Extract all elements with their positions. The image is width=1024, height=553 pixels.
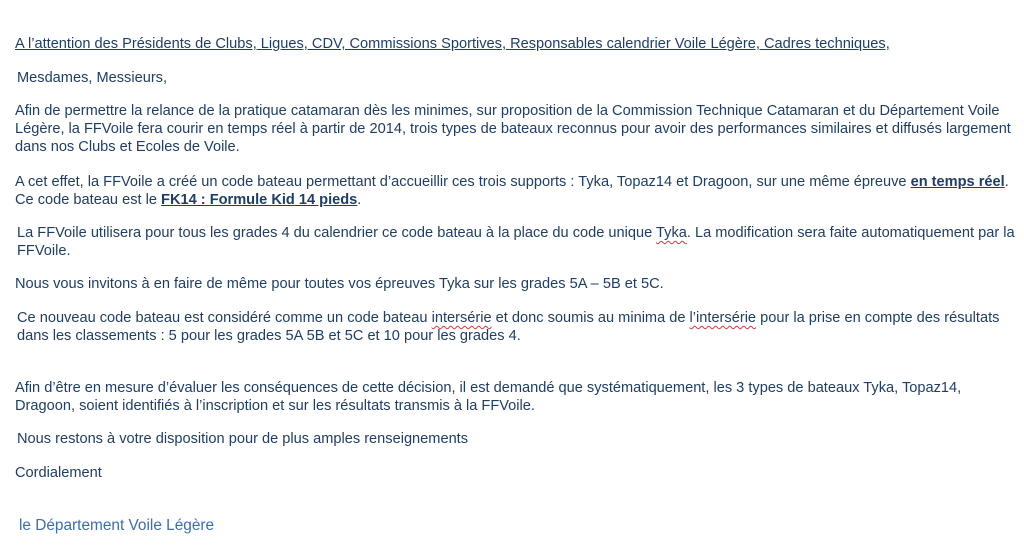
paragraph-boat-code — [15, 173, 1015, 209]
spellcheck-flagged-word[interactable]: Tyka — [656, 225, 687, 241]
paragraph-invitation: Nous vous invitons à en faire de même pour toutes vos épreuves Tyka sur les grades 5A – 5B et 5C. — [15, 276, 664, 292]
paragraph-grade4-text-a: La FFVoile utilisera pour tous les grades 4 du calendrier ce code bateau à la place du code unique — [17, 225, 657, 241]
paragraph-grade4 — [17, 224, 1017, 260]
spellcheck-flagged-word[interactable]: intersérie — [431, 310, 492, 326]
paragraph-boat-code-text-a: A cet effet, la FFVoile a créé un code bateau permettant d’accueillir ces trois supports : Tyka, Topaz14 et Dragoon, sur une même épreuve — [15, 174, 911, 190]
paragraph-interseries-text-b: et donc soumis au minima de — [491, 310, 690, 326]
link-fk14-code[interactable]: FK14 : Formule Kid 14 pieds — [161, 192, 358, 208]
paragraph-interseries-text-c: pour la prise en compte des résultats dans les classements : 5 pour les grades 5A 5B et 5C et 10 pour les grades 4. — [17, 310, 1000, 344]
spellcheck-flagged-word[interactable]: l’intersérie — [689, 310, 757, 326]
paragraph-boat-code-text-c: . — [357, 192, 362, 208]
recipients-heading: A l’attention des Présidents de Clubs, Ligues, CDV, Commissions Sportives, Responsables calendrier Voile Légère, Cadres techniques, — [15, 36, 890, 52]
closing-availability: Nous restons à votre disposition pour de plus amples renseignements — [17, 431, 469, 447]
closing-regards: Cordialement — [15, 465, 102, 481]
paragraph-grade4-text-b: . La modification sera faite automatiquement par la FFVoile. — [17, 225, 1015, 259]
greeting: Mesdames, Messieurs, — [17, 70, 168, 86]
paragraph-interseries — [17, 309, 1017, 345]
paragraph-intro: Afin de permettre la relance de la pratique catamaran dès les minimes, sur proposition de la Commission Technique Catamaran et du Département Voile Légère, la FFVoile fera courir en temps réel à partir de 2014, trois types de bateaux reconnus pour avoir des performances similaires et diffusés largement dans nos Clubs et Ecoles de Voile. — [15, 103, 1011, 155]
paragraph-boat-code-text-b: . Ce code bateau est le — [15, 174, 1009, 208]
signature: le Département Voile Légère — [19, 517, 215, 534]
paragraph-identification: Afin d’être en mesure d’évaluer les conséquences de cette décision, il est demandé que systématiquement, les 3 types de bateaux Tyka, Topaz14, Dragoon, soient identifiés à l’inscription et sur les résultats transmis à la FFVoile. — [15, 380, 962, 414]
link-real-time[interactable]: en temps réel — [910, 174, 1005, 190]
paragraph-interseries-text-a: Ce nouveau code bateau est considéré comme un code bateau — [17, 310, 432, 326]
